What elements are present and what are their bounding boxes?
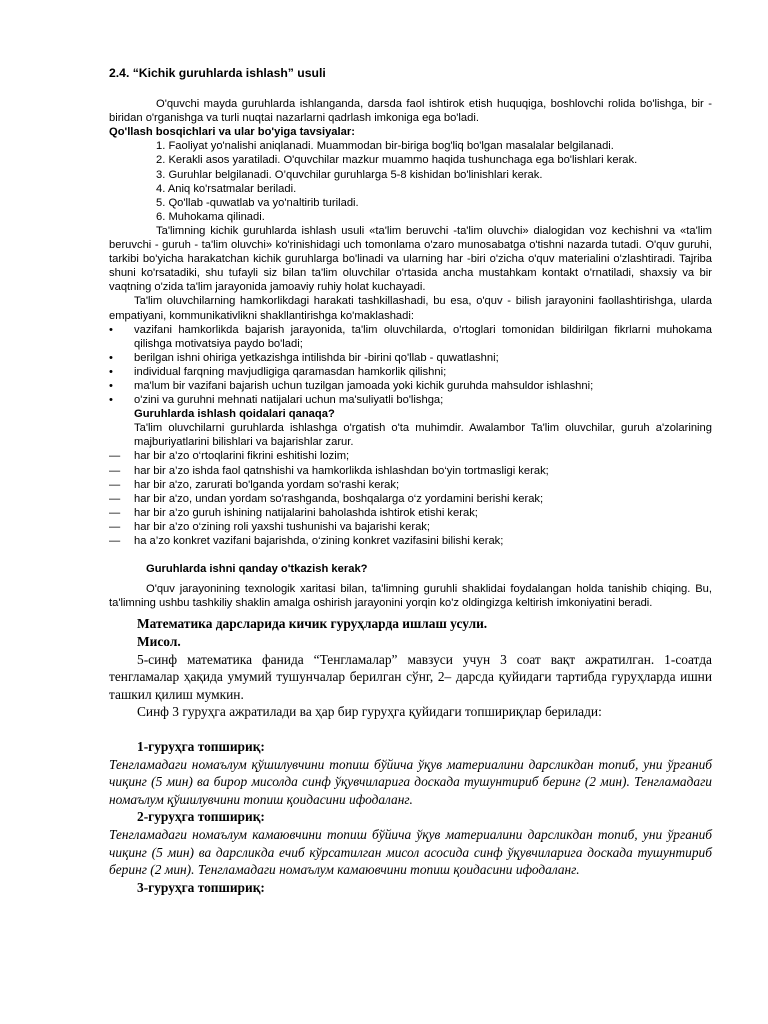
spacer xyxy=(109,548,712,562)
document-page xyxy=(109,66,712,896)
list-item-text: har bir a’zo ishda faol qatnshishi va hamkorlikda ishlashdan bo‘yin tortmasligi kerak; xyxy=(134,464,549,477)
benefits-list xyxy=(109,323,712,408)
list-item xyxy=(109,393,712,407)
list-item xyxy=(109,506,712,520)
task-text: Тенгламадаги номаълум қўшилувчини топиш бўйича ўқув материалини дарсликдан топиб, уни ўрганиб чиқинг (5 мин) ва бирор мисолда синф ўқувчиларига доскада тушунтириб беринг (2 мин). Тенгламадаги номаълум қўшилувчини топиш қоидасини ифодаланг. xyxy=(109,756,712,807)
class-split-paragraph: Синф 3 гуруҳга ажратилади ва ҳар бир гуруҳга қуйидаги топшириқлар берилади: xyxy=(137,704,602,720)
steps-list xyxy=(109,139,712,224)
list-item-text: vazifani hamkorlikda bajarish jarayonida, ta'lim oluvchilarda, o'rtoglari tomonidan bildirilgan fikrlarni muhokama qilishga motivatsiya paydo bo'ladi; xyxy=(134,323,712,350)
task-label: 1-гуруҳга топшириқ: xyxy=(137,738,265,754)
method-paragraph: Ta'limning kichik guruhlarda ishlash usuli «ta'lim beruvchi -ta'lim oluvchi» dialogidan voz kechishni va «ta'lim beruvchi - guruh - ta'lim oluvchi» ko'rinishidagi uch tomonlama o'zaro munosabatga o'tishni nazarda tutadi. O'quv guruhi, tarkibi bo'yicha harakatchan kichik guruhlarga bo'linadi va ularning har -biri o'zicha o'quv materialini o'zlashtiradi. Tajriba shuni ko'rsatadiki, shu tufayli siz bilan ta'lim oluvchilar o'rtasida ancha mustahkam kontakt o'rnatiladi, shaxsiy va bir vaqtning o'zida ta'lim jarayonida jamoaviy ruhiy holat kuchayadi. xyxy=(109,224,712,294)
group-task xyxy=(109,808,712,878)
step-item: 6. Muhokama qilinadi. xyxy=(156,210,265,223)
list-item-text: har bir a'zo, zarurati bo'lganda yordam so'rashi kerak; xyxy=(134,478,400,491)
task-label: 3-гуруҳга топшириқ: xyxy=(137,879,265,895)
step-item: 1. Faoliyat yo'nalishi aniqlanadi. Muammodan bir-biriga bog'liq bo'lgan masalalar belgilanadi. xyxy=(156,140,614,153)
list-item-text: har bir a’zo o‘rtoqlarini fikrini eshitishi lozim; xyxy=(134,450,350,463)
rules-intro: Ta'lim oluvchilarni guruhlarda ishlashga o'rgatish o'ta muhimdir. Awalambor Ta'lim oluvchilar, guruh a'zolarining majburiyatlarini bilishlari va bajarishlar zarur. xyxy=(134,422,712,449)
cyrillic-heading: Математика дарсларида кичик гуруҳларда ишлаш усули. xyxy=(137,616,488,632)
intro-paragraph: O'quvchi mayda guruhlarda ishlanganda, darsda faol ishtirok etish huquqiga, boshlovchi rolida bo'lishga, bir -biridan o'rganishga va turli nuqtai nazarlarni qadrlash imkoniga ega bo'ladi. xyxy=(109,98,712,125)
bullet-marker: • xyxy=(109,379,113,392)
list-item xyxy=(109,520,712,534)
list-item xyxy=(109,365,712,379)
list-item-text: har bir a’zo guruh ishining natijalarini baholashda ishtirok etishi kerak; xyxy=(134,506,478,519)
section-heading: 2.4. “Kichik guruhlarda ishlash” usuli xyxy=(109,66,326,80)
steps-heading: Qo'llash bosqichlari va ular bo'yiga tavsiyalar: xyxy=(109,126,355,139)
dash-marker: — xyxy=(109,464,121,477)
task-text: Тенгламадаги номаълум камаювчини топиш бўйича ўқув материалини дарсликдан топиб, уни ўрганиб чиқинг (5 мин) ва дарсликда ечиб кўрсатилган мисол асосида синф ўқувчиларига доскада тушунтириб беринг (2 мин). Тенгламадаги номаълум камаювчини топиш қоидасини ифодаланг. xyxy=(109,826,712,878)
bullet-marker: • xyxy=(109,351,113,364)
group-task xyxy=(109,738,712,808)
list-item-text: individual farqning mavjudligiga qaramasdan hamkorlik qilishni; xyxy=(134,365,447,378)
step-item: 5. Qo'llab -quwatlab va yo'naltirib turiladi. xyxy=(156,196,359,209)
step-item: 2. Kerakli asos yaratiladi. O'quvchilar mazkur muammo haqida tushunchaga ega bo'lishlari kerak. xyxy=(156,154,638,167)
collaboration-paragraph: Ta'lim oluvchilarning hamkorlikdagi harakati tashkillashadi, bu esa, o'quv - bilish jarayonini faollashtirishga, ularda empatiyani, kommunikativlikni shakllantirishga ko'maklashadi: xyxy=(109,295,712,322)
dash-marker: — xyxy=(109,520,121,533)
example-paragraph: 5-синф математика фанида “Тенгламалар” мавзуси учун 3 соат вақт ажратилган. 1-соатда тенгламалар ҳақида умумий тушунчалар берилган сўнг, 2– дарсда қуйидаги тартибда гуруҳларда ишни ташкил қилиш мумкин. xyxy=(109,651,712,702)
list-item-text: ha a’zo konkret vazifani bajarishda, o‘zining konkret vazifasini bilishi kerak; xyxy=(134,535,504,547)
step-item: 3. Guruhlar belgilanadi. O’quvchilar guruhlarga 5-8 kishidan bo'linishlari kerak. xyxy=(156,168,543,181)
rules-heading: Guruhlarda ishlash qoidalari qanaqa? xyxy=(134,408,335,421)
dash-marker: — xyxy=(109,535,121,547)
list-item-text: har bir a'zo, undan yordam so'rashganda, boshqalarga o‘z yordamini berishi kerak; xyxy=(134,492,544,505)
dash-marker: — xyxy=(109,478,121,491)
rules-list xyxy=(109,449,712,548)
spacer xyxy=(109,721,712,738)
list-item xyxy=(109,323,712,351)
task-label: 2-гуруҳга топшириқ: xyxy=(137,809,265,825)
list-item-text: o'zini va guruhni mehnati natijalari uchun ma'suliyatli bo'lishga; xyxy=(134,394,444,407)
list-item xyxy=(109,478,712,492)
list-item xyxy=(109,351,712,365)
bullet-marker: • xyxy=(109,323,113,336)
step-item: 4. Aniq ko'rsatmalar beriladi. xyxy=(156,182,297,195)
list-item-text: berilgan ishni ohiriga yetkazishga intilishda bir -birini qo'llab - quwatlashni; xyxy=(134,351,499,364)
conduct-paragraph: O'quv jarayonining texnologik xaritasi bilan, ta'limning guruhli shaklidai foydalangan holda tanishib chiqing. Bu, ta'limning ushbu tashkiliy shaklin amalga oshirish jarayonini yorqin ko'z oldingizga keltirish imkoniyatini beradi. xyxy=(109,583,712,610)
list-item xyxy=(109,534,712,548)
dash-marker: — xyxy=(109,506,121,519)
list-item-text: ma'lum bir vazifani bajarish uchun tuzilgan jamoada yoki kichik guruhda mahsuldor ishlashni; xyxy=(134,379,594,392)
list-item xyxy=(109,379,712,393)
conduct-heading: Guruhlarda ishni qanday o'tkazish kerak? xyxy=(146,563,368,576)
dash-marker: — xyxy=(109,492,121,505)
group-task xyxy=(109,879,712,897)
list-item xyxy=(109,492,712,506)
bullet-marker: • xyxy=(109,365,113,378)
list-item-text: har bir a’zo o‘zining roli yaxshi tushunishi va bajarishi kerak; xyxy=(134,520,430,533)
dash-marker: — xyxy=(109,450,121,463)
bullet-marker: • xyxy=(109,394,113,407)
list-item xyxy=(109,449,712,463)
example-label: Мисол. xyxy=(137,633,181,649)
list-item xyxy=(109,464,712,478)
